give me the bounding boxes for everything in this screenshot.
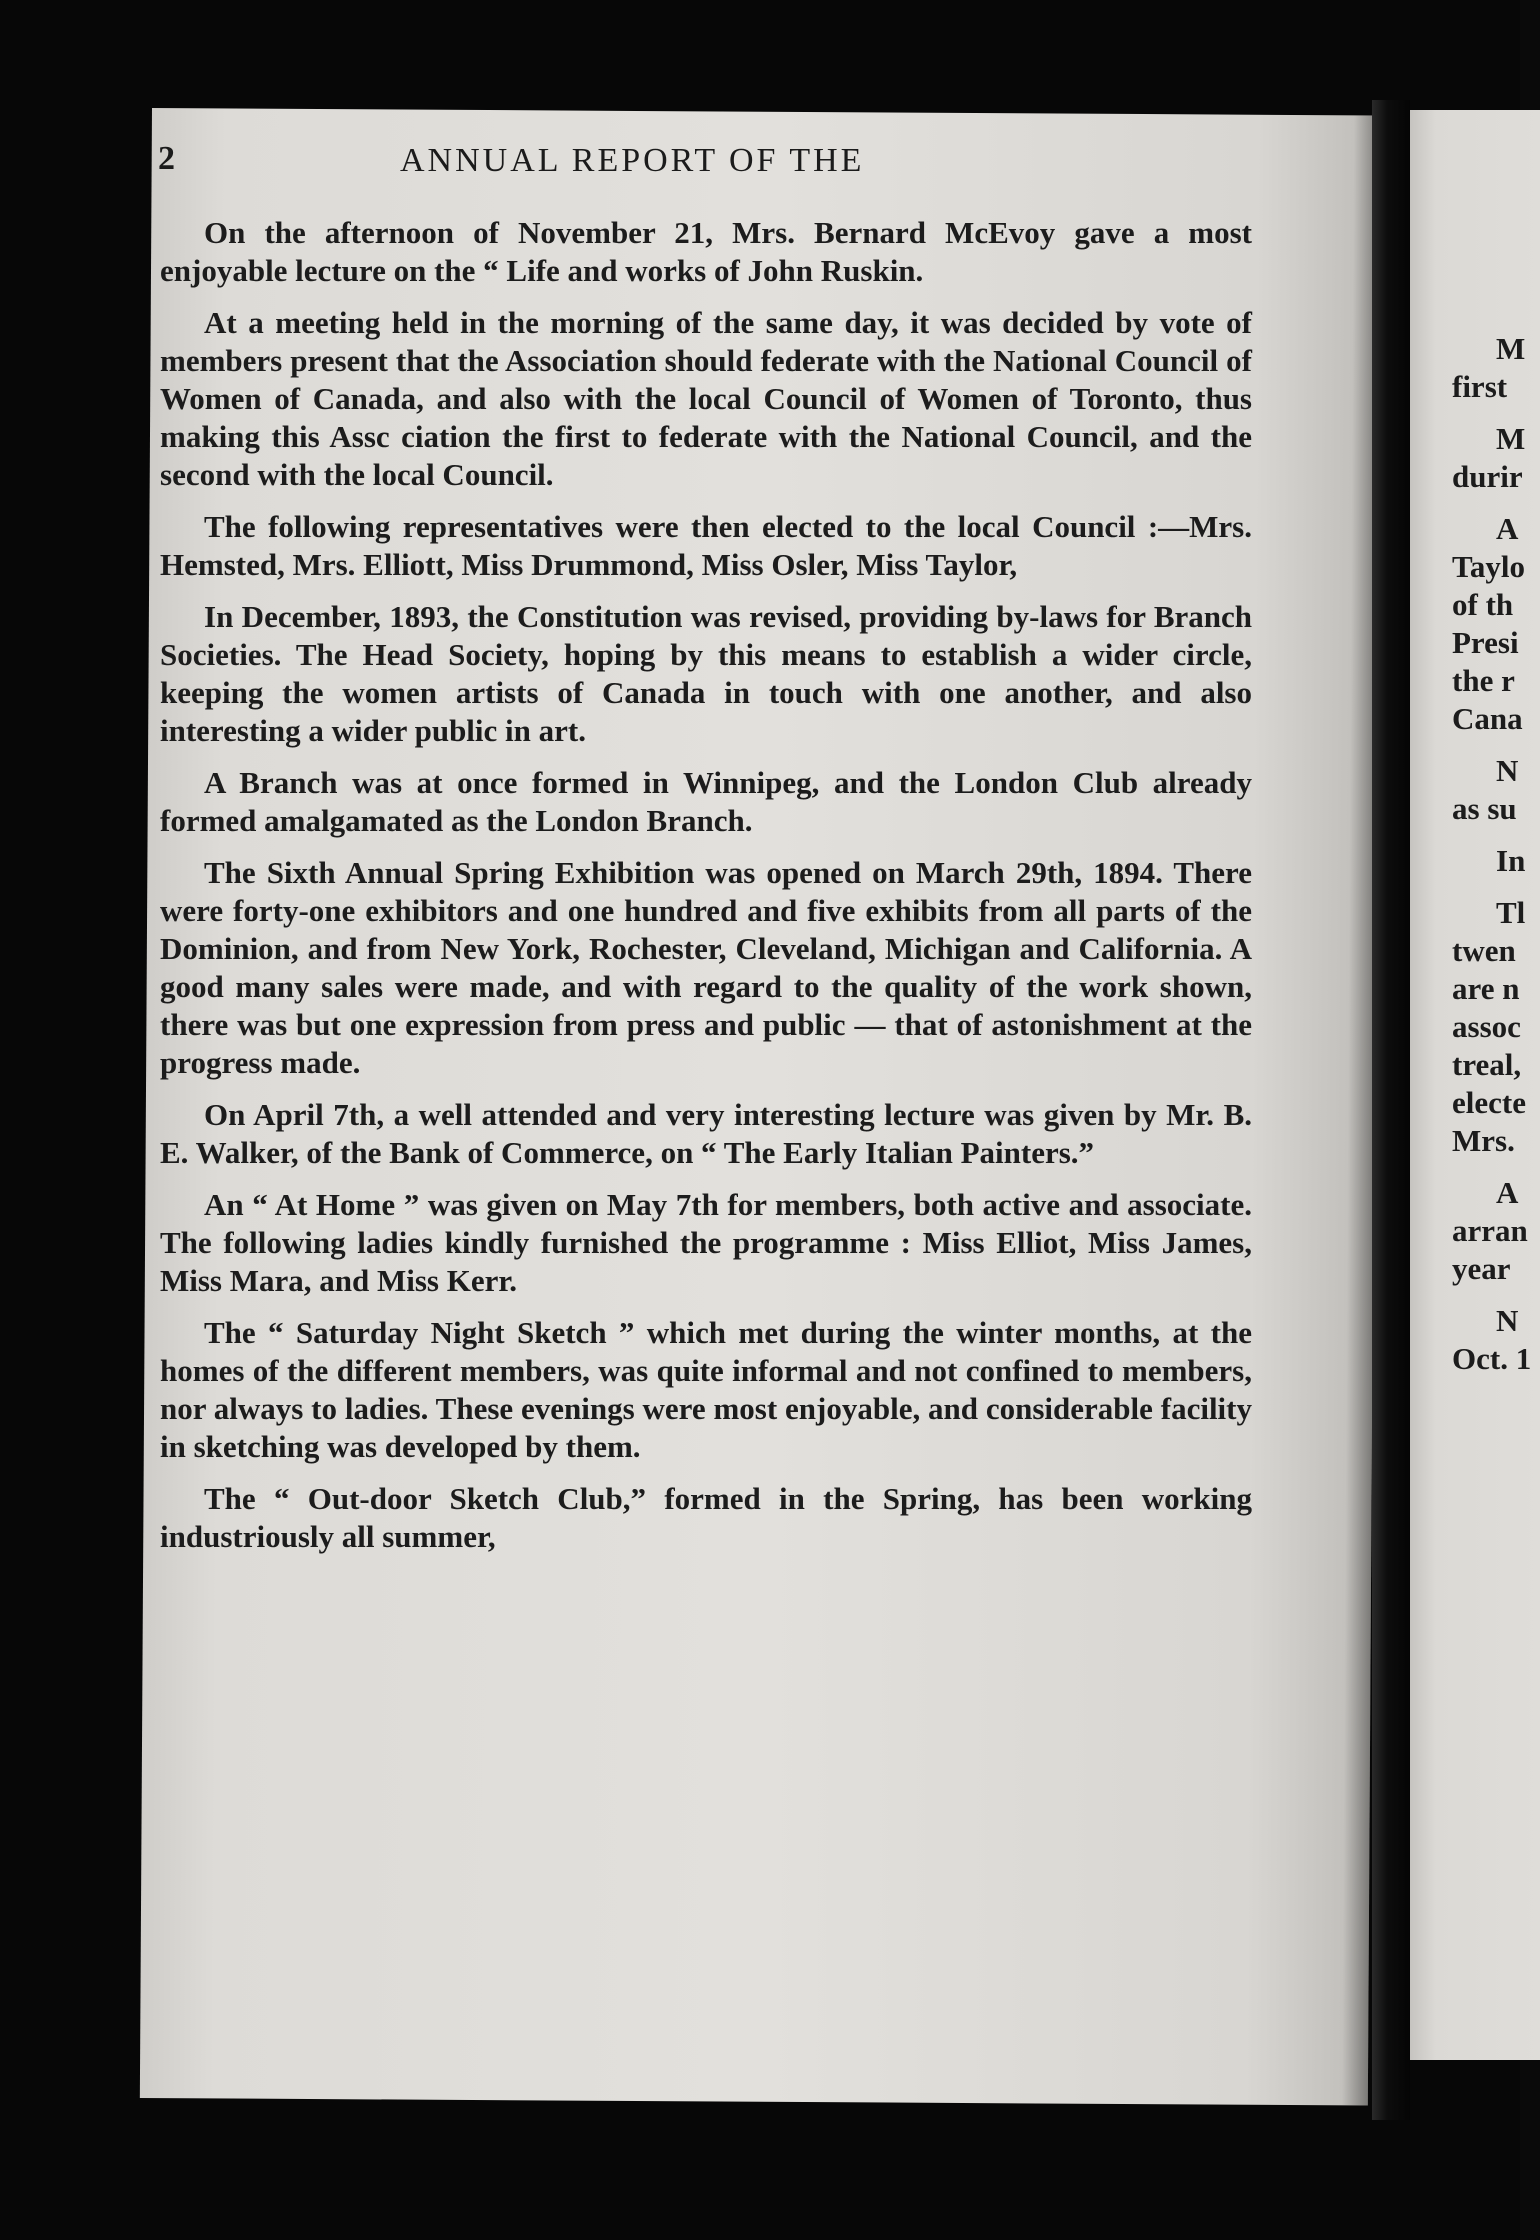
text-fragment: M <box>1496 421 1526 456</box>
text-fragment: In <box>1496 843 1526 878</box>
paragraph: The following representatives were then elected to the local Council :—Mrs. Hemsted, Mrs. Elliott, Miss Drummond, Miss Osler, Miss Taylor, <box>160 509 1252 582</box>
text-fragment: A <box>1496 511 1519 546</box>
right-page-text-fragments <box>1452 330 1532 1378</box>
text-fragment: durir <box>1452 459 1523 494</box>
book-gutter <box>1372 100 1410 2120</box>
left-page-body <box>160 214 1252 1570</box>
paragraph: The Sixth Annual Spring Exhibition was opened on March 29th, 1894. There were forty-one exhibitors and one hundred and five exhibits from all parts of the Dominion, and from New York, Rochester, Cleveland, Michigan and California. A good many sales were made, and with regard to the quality of the work shown, there was but one expression from press and public — that of astonishment at the progress made. <box>160 855 1252 1080</box>
text-fragment: Cana <box>1452 701 1523 736</box>
paragraph: On the afternoon of November 21, Mrs. Bernard McEvoy gave a most enjoyable lecture on the “ Life and works of John Ruskin. <box>160 215 1252 288</box>
text-fragment: twen <box>1452 933 1516 968</box>
paragraph: An “ At Home ” was given on May 7th for members, both active and associate. The following ladies kindly furnished the programme : Miss Elliot, Miss James, Miss Mara, and Miss Kerr. <box>160 1187 1252 1298</box>
paragraph: At a meeting held in the morning of the same day, it was decided by vote of members present that the Association should federate with the National Council of Women of Canada, and also with the local Council of Women of Toronto, thus making this Assc ciation the first to federate with the National Council, and the second with the local Council. <box>160 305 1252 492</box>
text-fragment: arran <box>1452 1213 1528 1248</box>
text-fragment: treal, <box>1452 1047 1522 1082</box>
text-fragment: are n <box>1452 971 1520 1006</box>
text-fragment: Taylo <box>1452 549 1525 584</box>
text-fragment: N <box>1496 753 1519 788</box>
text-fragment: year <box>1452 1251 1511 1286</box>
text-fragment: electe <box>1452 1085 1526 1120</box>
paragraph: The “ Saturday Night Sketch ” which met during the winter months, at the homes of the different members, was quite informal and not confined to members, nor always to ladies. These evenings were most enjoyable, and considerable facility in sketching was developed by them. <box>160 1315 1252 1464</box>
text-fragment: Presi <box>1452 625 1519 660</box>
paragraph: The “ Out-door Sketch Club,” formed in the Spring, has been working industriously all summer, <box>160 1481 1252 1554</box>
paragraph: A Branch was at once formed in Winnipeg, and the London Club already formed amalgamated as the London Branch. <box>160 765 1252 838</box>
paragraph: On April 7th, a well attended and very interesting lecture was given by Mr. B. E. Walker, of the Bank of Commerce, on “ The Early Italian Painters.” <box>160 1097 1252 1170</box>
text-fragment: Mrs. <box>1452 1123 1515 1158</box>
running-head: ANNUAL REPORT OF THE <box>400 142 865 179</box>
text-fragment: the r <box>1452 663 1515 698</box>
text-fragment: of th <box>1452 587 1514 622</box>
text-fragment: A <box>1496 1175 1519 1210</box>
text-fragment: first <box>1452 369 1508 404</box>
text-fragment: M <box>1496 331 1526 366</box>
paragraph: In December, 1893, the Constitution was revised, providing by-laws for Branch Societies. The Head Society, hoping by this means to establish a wider circle, keeping the women artists of Canada in touch with one another, and also interesting a wider public in art. <box>160 599 1252 748</box>
page-number: 2 <box>158 140 175 177</box>
text-fragment: as su <box>1452 791 1517 826</box>
text-fragment: N <box>1496 1303 1519 1338</box>
text-fragment: Oct. 1 <box>1452 1341 1532 1376</box>
text-fragment: Tl <box>1496 895 1526 930</box>
text-fragment: assoc <box>1452 1009 1521 1044</box>
